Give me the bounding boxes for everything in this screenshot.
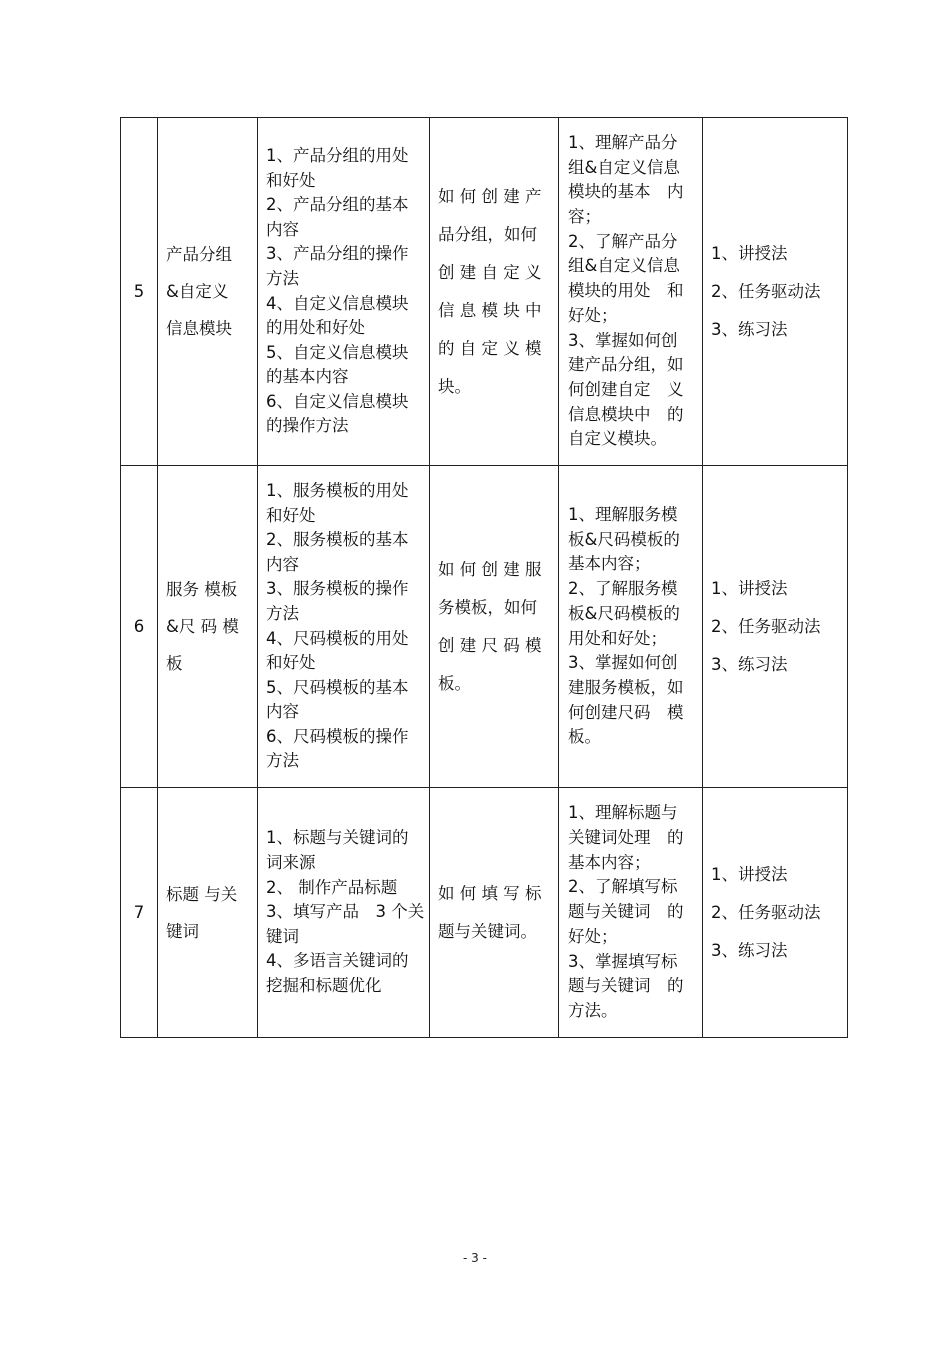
- content-cell-line: 2、服务模板的基本: [266, 530, 409, 550]
- objective-cell-line: 3、掌握填写标: [568, 951, 678, 971]
- row-number: 7: [121, 788, 158, 1038]
- objective-cell-line: 自定义模块。: [568, 429, 667, 449]
- objective-cell-line: 1、理解标题与: [568, 803, 678, 823]
- objective-cell-line: 用处和好处；: [568, 628, 667, 648]
- objective-cell-line: 基本内容；: [568, 852, 651, 872]
- method-cell-line: 3、练习法: [711, 654, 788, 674]
- content-cell-line: 5、自定义信息模块: [266, 342, 409, 362]
- keypoint-cell-line: 品分组，如何: [438, 224, 537, 244]
- method-cell-line: 1、讲授法: [711, 864, 788, 884]
- keypoint-cell: [430, 466, 559, 788]
- content-cell: [258, 788, 430, 1038]
- content-cell-line: 内容: [266, 219, 299, 239]
- content-cell-line: 3、产品分组的操作: [266, 244, 409, 264]
- keypoint-cell-line: 题与关键词。: [438, 921, 537, 941]
- content-cell: [258, 118, 430, 466]
- content-cell-line: 2、产品分组的基本: [266, 195, 409, 215]
- topic-cell-line: 标题 与关: [166, 884, 238, 904]
- method-cell-line: 3、练习法: [711, 319, 788, 339]
- method-cell: [703, 466, 848, 788]
- syllabus-table: [120, 117, 848, 1038]
- objective-cell-line: 何创建自定 义: [568, 379, 684, 399]
- content-cell-line: 1、标题与关键词的: [266, 828, 409, 848]
- objective-cell-line: 模块的基本 内: [568, 182, 684, 202]
- content-cell-line: 和好处: [266, 505, 316, 525]
- objective-cell-line: 2、了解服务模: [568, 579, 678, 599]
- content-cell-line: 1、产品分组的用处: [266, 145, 409, 165]
- content-cell-line: 1、服务模板的用处: [266, 480, 409, 500]
- content-cell-line: 键词: [266, 926, 299, 946]
- content-cell-line: 方法: [266, 268, 299, 288]
- row-number: 6: [121, 466, 158, 788]
- objective-cell-line: 方法。: [568, 1000, 618, 1020]
- content-cell-line: 和好处: [266, 170, 316, 190]
- content-cell-line: 方法: [266, 751, 299, 771]
- content-cell-line: 和好处: [266, 653, 316, 673]
- content-cell-line: 内容: [266, 702, 299, 722]
- objective-cell-line: 2、了解填写标: [568, 877, 678, 897]
- method-cell: [703, 788, 848, 1038]
- objective-cell-line: 何创建尺码 模: [568, 702, 684, 722]
- objective-cell-line: 板&尺码模板的: [568, 529, 680, 549]
- topic-cell-line: &尺 码 模: [166, 617, 239, 636]
- objective-cell-line: 板&尺码模板的: [568, 603, 680, 623]
- method-cell-line: 2、任务驱动法: [711, 281, 821, 301]
- keypoint-cell-line: 创 建 自 定 义: [438, 262, 542, 282]
- method-cell-line: 2、任务驱动法: [711, 902, 821, 922]
- objective-cell-line: 1、理解产品分: [568, 132, 678, 152]
- topic-cell: [158, 788, 258, 1038]
- content-cell-line: 2、 制作产品标题: [266, 877, 398, 897]
- content-cell-line: 4、尺码模板的用处: [266, 628, 409, 648]
- objective-cell-line: 2、了解产品分: [568, 231, 678, 251]
- objective-cell-line: 3、掌握如何创: [568, 653, 678, 673]
- content-cell-line: 的操作方法: [266, 416, 349, 436]
- method-cell: [703, 118, 848, 466]
- table-row: [121, 118, 848, 466]
- objective-cell: [559, 788, 703, 1038]
- keypoint-cell-line: 如 何 创 建 产: [438, 186, 542, 206]
- content-cell-line: 的用处和好处: [266, 318, 365, 338]
- table-row: [121, 466, 848, 788]
- topic-cell-line: 产品分组: [166, 245, 232, 264]
- content-cell-line: 4、自定义信息模块: [266, 293, 409, 313]
- topic-cell-line: 板: [166, 654, 183, 673]
- objective-cell-line: 好处；: [568, 305, 618, 325]
- objective-cell: [559, 118, 703, 466]
- objective-cell-line: 组&自定义信息: [568, 157, 680, 177]
- keypoint-cell-line: 块。: [438, 376, 471, 396]
- table-row: [121, 788, 848, 1038]
- topic-cell: [158, 466, 258, 788]
- keypoint-cell-line: 信 息 模 块 中: [438, 300, 542, 320]
- objective-cell-line: 题与关键词 的: [568, 902, 684, 922]
- objective-cell-line: 板。: [568, 727, 601, 747]
- objective-cell-line: 模块的用处 和: [568, 281, 684, 301]
- keypoint-cell-line: 板。: [438, 673, 471, 693]
- content-cell-line: 4、多语言关键词的: [266, 951, 409, 971]
- keypoint-cell-line: 的 自 定 义 模: [438, 338, 542, 358]
- keypoint-cell-line: 务模板，如何: [438, 597, 537, 617]
- content-cell-line: 词来源: [266, 853, 316, 873]
- content-cell-line: 方法: [266, 603, 299, 623]
- topic-cell-line: 信息模块: [166, 319, 232, 338]
- objective-cell: [559, 466, 703, 788]
- page-number: - 3 -: [463, 1251, 487, 1265]
- content-cell-line: 6、自定义信息模块: [266, 391, 409, 411]
- keypoint-cell: [430, 118, 559, 466]
- row-number: 5: [121, 118, 158, 466]
- topic-cell-line: 服务 模板: [166, 580, 238, 599]
- content-cell-line: 5、尺码模板的基本: [266, 677, 409, 697]
- content-cell-line: 挖掘和标题优化: [266, 975, 382, 995]
- topic-cell-line: &自定义: [166, 282, 229, 301]
- objective-cell-line: 关键词处理 的: [568, 828, 684, 848]
- content-cell-line: 的基本内容: [266, 367, 349, 387]
- keypoint-cell-line: 如 何 填 写 标: [438, 883, 542, 903]
- keypoint-cell-line: 如 何 创 建 服: [438, 559, 542, 579]
- objective-cell-line: 容；: [568, 207, 601, 227]
- objective-cell-line: 好处；: [568, 926, 618, 946]
- objective-cell-line: 组&自定义信息: [568, 256, 680, 276]
- objective-cell-line: 3、掌握如何创: [568, 330, 678, 350]
- method-cell-line: 2、任务驱动法: [711, 616, 821, 636]
- content-cell-line: 3、填写产品 3 个关: [266, 902, 425, 922]
- content-cell-line: 6、尺码模板的操作: [266, 726, 409, 746]
- method-cell-line: 3、练习法: [711, 940, 788, 960]
- objective-cell-line: 建服务模板，如: [568, 677, 684, 697]
- method-cell-line: 1、讲授法: [711, 578, 788, 598]
- topic-cell-line: 键词: [166, 921, 199, 941]
- topic-cell: [158, 118, 258, 466]
- method-cell-line: 1、讲授法: [711, 243, 788, 263]
- content-cell-line: 3、服务模板的操作: [266, 579, 409, 599]
- keypoint-cell: [430, 788, 559, 1038]
- content-cell-line: 内容: [266, 554, 299, 574]
- objective-cell-line: 建产品分组，如: [568, 355, 684, 375]
- objective-cell-line: 题与关键词 的: [568, 976, 684, 996]
- keypoint-cell-line: 创 建 尺 码 模: [438, 635, 542, 655]
- objective-cell-line: 1、理解服务模: [568, 504, 678, 524]
- objective-cell-line: 信息模块中 的: [568, 404, 684, 424]
- content-cell: [258, 466, 430, 788]
- objective-cell-line: 基本内容；: [568, 554, 651, 574]
